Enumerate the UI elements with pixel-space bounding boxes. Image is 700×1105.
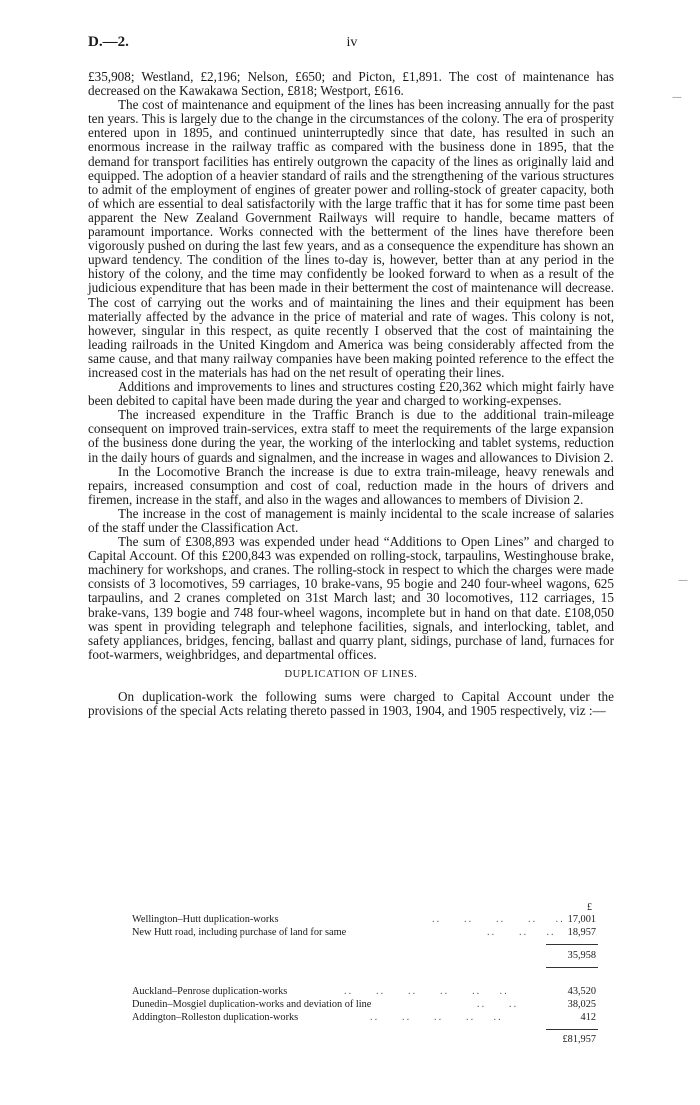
margin-mark: — xyxy=(672,92,682,103)
row-label: Auckland–Penrose duplication-works xyxy=(132,986,288,997)
grand-total-amount: £81,957 xyxy=(562,1034,596,1045)
paragraph: The sum of £308,893 was expended under head “Additions to Open Lines” and charged to Capital Account. Of this £200,843 was expended on rolling-stock, tarpaulins, Westinghouse brake, machinery for workshops, and cranes. The rolling-stock in respect to which the charges were made consists of 3 locomotives, 59 carriages, 10 brake-vans, 95 bogie and 240 four-wheel wagons, 625 tarpaulins, and 2 cranes completed on 31st March last; and 30 locomotives, 112 carriages, 15 brake-vans, 139 bogie and 748 four-wheel wagons, incomplete but in hand on that date. £108,050 was spent in providing telegraph and telephone facilities, signals, and interlocking, tablet, and safety appliances, bridges, fencing, ballast and quarry plant, sidings, purchase of land, furnaces for foot-warmers, weighbridges, and departmental offices. xyxy=(88,534,614,662)
leader-dots: .. .. .. xyxy=(487,927,556,938)
document-reference: D.—2. xyxy=(88,34,129,50)
paragraph: The cost of maintenance and equipment of the lines has been increasing annually for the past ten years. This is largely due to the change in the circumstances of the colony. The era of prosperity entered upon in 1895, and continued uninterruptedly since that date, has resulted in such an enormous increase in the railway traffic as compared with the business done in 1895, that the demand for transport facilities has entirely outgrown the capacity of the lines as originally laid and equipped. The adoption of a heavier standard of rails and the strengthening of the various structures to admit of the employment of engines of greater power and rolling-stock of greater capacity, both of which are essential to deal satisfactorily with the large traffic that it has for some time past been apparent the New Zealand Government Railways will require to handle, became matters of paramount importance. Works connected with the betterment of the lines have therefore been vigorously pushed on during the last few years, and as a consequence the expenditure has shown an upward tendency. The condition of the lines to-day is, however, better than at any period in the history of the colony, and the time may confidently be looked forward to when as a result of the judicious expenditure that has been made in their betterment the cost of maintenance will decrease. The cost of carrying out the works and of maintaining the lines and their equipment has been materially affected by the advance in the price of material and rate of wages. This colony is not, however, singular in this respect, as quite recently I observed that the cost of maintaining the leading railroads in the United Kingdom and America was being considerably affected from the same cause, and that many railway companies have been making pointed reference to the effect the increased cost in the materials has had on the net result of operating their lines. xyxy=(88,97,614,380)
leader-dots: .. .. .. .. .. xyxy=(370,1012,503,1023)
row-label: New Hutt road, including purchase of land for same xyxy=(132,927,347,938)
leader-dots: .. .. .. .. .. xyxy=(432,914,565,925)
table-row xyxy=(132,1012,602,1025)
row-label: Dunedin–Mosgiel duplication-works and deviation of line xyxy=(132,999,372,1010)
subtotal-amount: 35,958 xyxy=(567,950,596,961)
row-amount: 18,957 xyxy=(567,927,596,938)
section-heading: DUPLICATION OF LINES. xyxy=(284,668,418,680)
margin-mark: — xyxy=(678,575,688,586)
table-row xyxy=(132,927,602,940)
table-row xyxy=(132,999,602,1012)
paragraph: The increase in the cost of management is mainly incidental to the scale increase of salaries of the staff under the Classification Act. xyxy=(88,505,614,535)
row-label: Addington–Rolleston duplication-works xyxy=(132,1012,299,1023)
currency-header: £ xyxy=(587,902,592,913)
paragraph: £35,908; Westland, £2,196; Nelson, £650; and Picton, £1,891. The cost of maintenance has decreased on the Kawakawa Section, £818; Westport, £616. xyxy=(88,69,614,99)
paragraph: The increased expenditure in the Traffic Branch is due to the additional train-mileage consequent on improved train-services, extra staff to meet the requirements of the large expansion of the business done during the year, the working of the interlocking and tablet systems, reduction in the daily hours of guards and signalmen, and the increase in wages and allowances to Division 2. xyxy=(88,407,614,465)
row-amount: 38,025 xyxy=(567,999,596,1010)
row-amount: 412 xyxy=(580,1012,596,1023)
subtotal-rule xyxy=(546,944,598,945)
row-amount: 17,001 xyxy=(567,914,596,925)
table-row xyxy=(132,914,602,927)
subtotal-rule xyxy=(546,967,598,968)
leader-dots: .. .. xyxy=(477,999,519,1010)
table-row xyxy=(132,986,602,999)
body-text xyxy=(88,70,614,718)
total-rule xyxy=(546,1029,598,1030)
paragraph: Additions and improvements to lines and structures costing £20,362 which might fairly have been debited to capital have been made during the year and charged to working-expenses. xyxy=(88,379,614,409)
row-amount: 43,520 xyxy=(567,986,596,997)
page-header xyxy=(88,34,616,56)
paragraph: In the Locomotive Branch the increase is due to extra train-mileage, heavy renewals and repairs, increased consumption and cost of coal, reduction made in the hours of drivers and firemen, increase in the staff, and also in the wages and allowances to members of Division 2. xyxy=(88,463,614,507)
duplication-intro: On duplication-work the following sums were charged to Capital Account under the provisions of the special Acts relating thereto passed in 1903, 1904, and 1905 respectively, viz :— xyxy=(88,689,614,719)
leader-dots: .. .. .. .. .. .. xyxy=(344,986,509,997)
page-number: iv xyxy=(346,35,358,50)
row-label: Wellington–Hutt duplication-works xyxy=(132,914,279,925)
